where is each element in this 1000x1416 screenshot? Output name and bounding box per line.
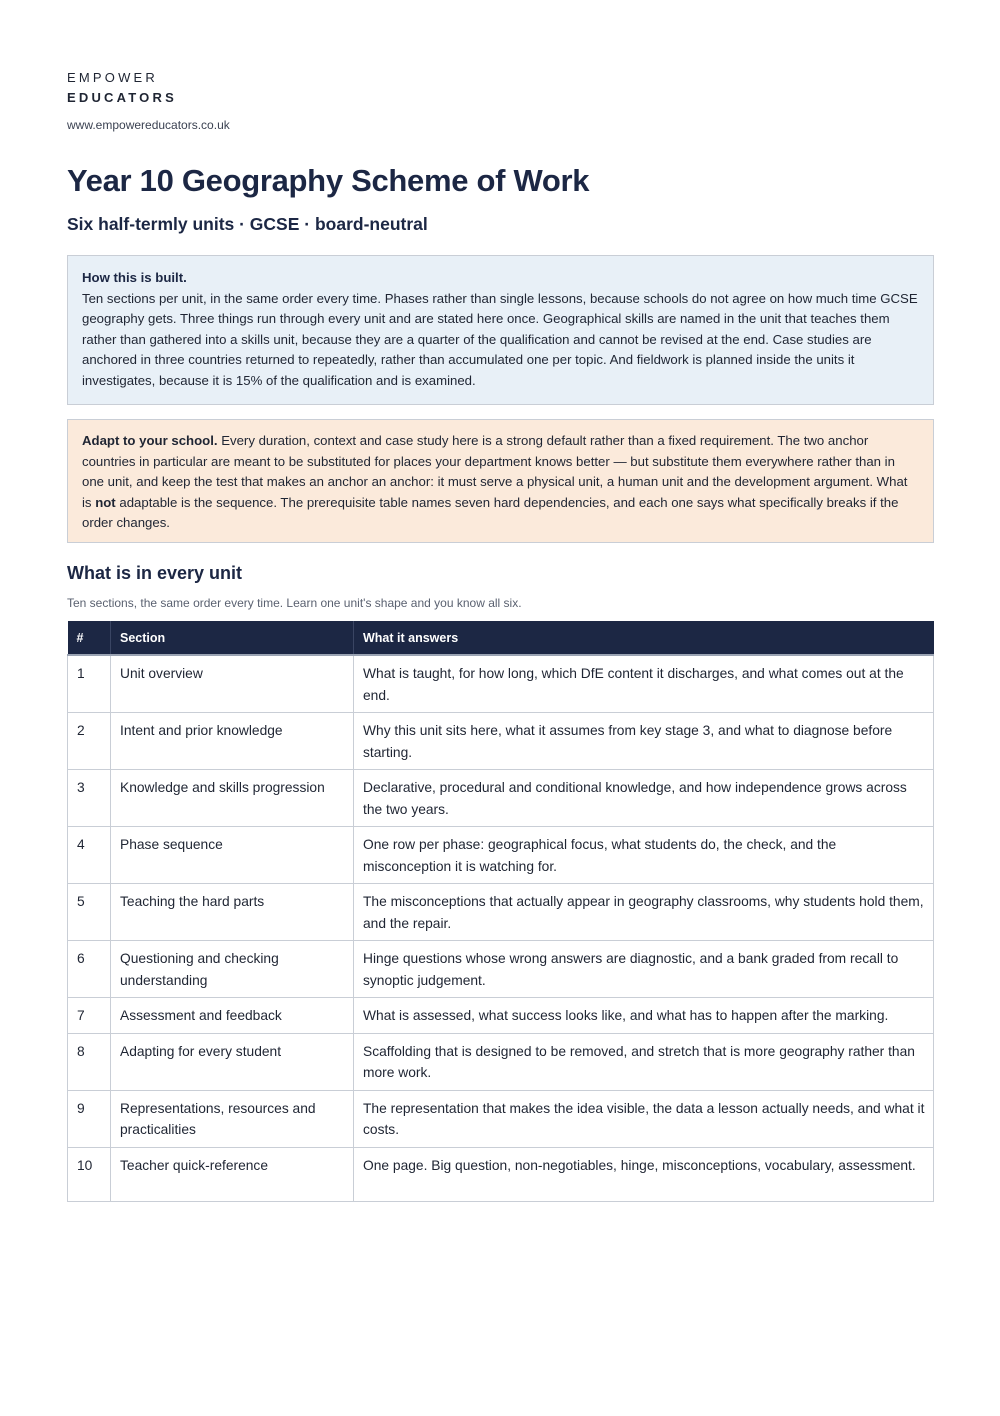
col-header-section: Section — [111, 621, 354, 655]
how-built-body: Ten sections per unit, in the same order every time. Phases rather than single lessons, because schools do not agree on how much time GCSE geography gets. Three things run through every unit and are stated here once. Geographical skills are named in the unit that teaches them rather than gathered into a skills unit, because they are a quarter of the qualification and cannot be revised at the end. Case studies are anchored in three countries returned to repeatedly, rather than accumulated one per topic. And fieldwork is planned inside the units it investigates, because it is 15% of the qualification and is examined. — [82, 290, 918, 388]
page-title: Year 10 Geography Scheme of Work — [67, 163, 590, 198]
row-number: 9 — [68, 1090, 111, 1147]
row-number: 6 — [68, 941, 111, 998]
row-section: Intent and prior knowledge — [111, 713, 354, 770]
row-section: Teacher quick-reference — [111, 1147, 354, 1202]
table-row — [68, 998, 934, 1034]
brand-name-line1: EMPOWER — [67, 70, 159, 85]
table-row — [68, 1090, 934, 1147]
table-row — [68, 1033, 934, 1090]
row-number: 3 — [68, 770, 111, 827]
page-subtitle: Six half-termly units · GCSE · board-neutral — [67, 214, 428, 234]
row-answer: What is taught, for how long, which DfE content it discharges, and what comes out at the end. — [354, 655, 934, 713]
adapt-body-after: adaptable is the sequence. The prerequisite table names seven hard dependencies, and each one says what specifically breaks if the order changes. — [82, 494, 899, 531]
adapt-heading: Adapt to your school. — [82, 433, 218, 448]
brand-name-line2: EDUCATORS — [67, 90, 177, 105]
row-answer: What is assessed, what success looks like, and what has to happen after the marking. — [354, 998, 934, 1034]
table-row — [68, 655, 934, 713]
row-answer: The misconceptions that actually appear in geography classrooms, why students hold them, and the repair. — [354, 884, 934, 941]
row-number: 2 — [68, 713, 111, 770]
row-section: Assessment and feedback — [111, 998, 354, 1034]
table-row — [68, 1147, 934, 1202]
row-section: Questioning and checking understanding — [111, 941, 354, 998]
table-row — [68, 941, 934, 998]
adapt-body-before: Every duration, context and case study here is a strong default rather than a fixed requirement. The two anchor countries in particular are meant to be substituted for places your department knows better — but substitute them everywhere rather than in one unit, and keep the test that makes an anchor an anchor: it must serve a physical unit, a human unit and the development argument. What is — [82, 433, 908, 510]
brand-url: www.empowereducators.co.uk — [67, 118, 230, 132]
adapt-box — [67, 419, 934, 543]
table-row — [68, 713, 934, 770]
how-built-heading: How this is built. — [82, 270, 187, 285]
row-section: Adapting for every student — [111, 1033, 354, 1090]
row-section: Knowledge and skills progression — [111, 770, 354, 827]
row-answer: One row per phase: geographical focus, what students do, the check, and the misconception it is watching for. — [354, 827, 934, 884]
row-section: Representations, resources and practicalities — [111, 1090, 354, 1147]
table-row — [68, 827, 934, 884]
row-answer: The representation that makes the idea visible, the data a lesson actually needs, and what it costs. — [354, 1090, 934, 1147]
row-answer: Hinge questions whose wrong answers are diagnostic, and a bank graded from recall to synoptic judgement. — [354, 941, 934, 998]
row-answer: Declarative, procedural and conditional knowledge, and how independence grows across the two years. — [354, 770, 934, 827]
table-header-row — [68, 621, 934, 655]
row-number: 7 — [68, 998, 111, 1034]
row-answer: Why this unit sits here, what it assumes from key stage 3, and what to diagnose before starting. — [354, 713, 934, 770]
row-number: 1 — [68, 655, 111, 713]
row-answer: One page. Big question, non-negotiables, hinge, misconceptions, vocabulary, assessment. — [354, 1147, 934, 1202]
unit-sections-table — [67, 621, 934, 1202]
row-number: 10 — [68, 1147, 111, 1202]
row-number: 4 — [68, 827, 111, 884]
col-header-answer: What it answers — [354, 621, 934, 655]
row-section: Phase sequence — [111, 827, 354, 884]
table-row — [68, 884, 934, 941]
row-section: Unit overview — [111, 655, 354, 713]
adapt-body-emphasis: not — [95, 494, 116, 510]
col-header-number: # — [68, 621, 111, 655]
row-number: 8 — [68, 1033, 111, 1090]
section-note: Ten sections, the same order every time. Learn one unit's shape and you know all six. — [67, 596, 522, 610]
how-built-box — [67, 255, 934, 405]
row-section: Teaching the hard parts — [111, 884, 354, 941]
row-answer: Scaffolding that is designed to be removed, and stretch that is more geography rather than more work. — [354, 1033, 934, 1090]
row-number: 5 — [68, 884, 111, 941]
table-row — [68, 770, 934, 827]
section-heading: What is in every unit — [67, 563, 243, 583]
